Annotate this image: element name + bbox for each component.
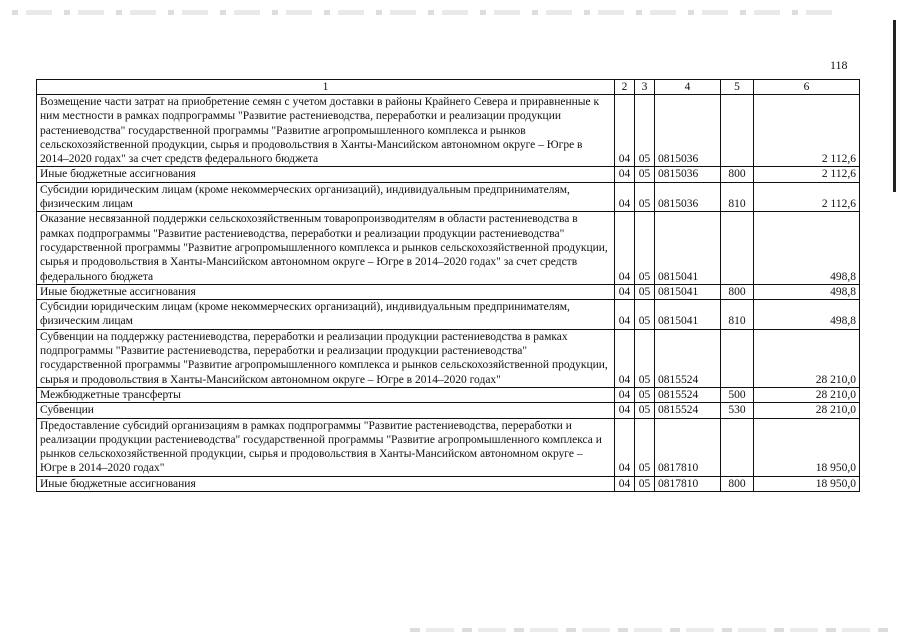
row-target-article: 0815036 bbox=[655, 182, 721, 212]
table-row bbox=[37, 418, 860, 476]
header-col-2: 2 bbox=[615, 80, 635, 95]
row-target-article: 0815036 bbox=[655, 95, 721, 167]
row-subsection-code: 05 bbox=[635, 182, 655, 212]
row-expense-type: 500 bbox=[721, 387, 754, 402]
table-header-row bbox=[37, 80, 860, 95]
row-subsection-code: 05 bbox=[635, 95, 655, 167]
row-description: Возмещение части затрат на приобретение семян с учетом доставки в районы Крайнего Севера и приравненные к ним местности в рамках подпрограммы "Развитие растениеводства, переработки и реализации продукции растениеводства" государственной программы "Развитие агропромышленного комплекса и рынков сельскохозяйственной продукции, сырья и продовольствия в Ханты-Мансийском автономном округе – Югре в 2014–2020 годах" за счет средств федерального бюджета bbox=[37, 95, 615, 167]
row-expense-type: 800 bbox=[721, 284, 754, 299]
row-description: Иные бюджетные ассигнования bbox=[37, 167, 615, 182]
row-description: Субвенции bbox=[37, 403, 615, 418]
row-target-article: 0815041 bbox=[655, 284, 721, 299]
row-subsection-code: 05 bbox=[635, 329, 655, 387]
row-amount: 498,8 bbox=[754, 300, 860, 330]
budget-table bbox=[36, 79, 860, 492]
row-expense-type: 800 bbox=[721, 167, 754, 182]
row-amount: 2 112,6 bbox=[754, 95, 860, 167]
row-target-article: 0815041 bbox=[655, 212, 721, 284]
row-expense-type: 530 bbox=[721, 403, 754, 418]
row-amount: 18 950,0 bbox=[754, 418, 860, 476]
row-target-article: 0815036 bbox=[655, 167, 721, 182]
row-expense-type: 800 bbox=[721, 476, 754, 491]
table-row bbox=[37, 476, 860, 491]
row-target-article: 0815524 bbox=[655, 403, 721, 418]
row-target-article: 0815524 bbox=[655, 329, 721, 387]
row-section-code: 04 bbox=[615, 387, 635, 402]
table-row bbox=[37, 329, 860, 387]
row-description: Субсидии юридическим лицам (кроме некоммерческих организаций), индивидуальным предпринимателям, физическим лицам bbox=[37, 300, 615, 330]
row-expense-type: 810 bbox=[721, 300, 754, 330]
budget-table-body bbox=[37, 80, 860, 492]
row-amount: 28 210,0 bbox=[754, 329, 860, 387]
row-subsection-code: 05 bbox=[635, 476, 655, 491]
header-col-4: 4 bbox=[655, 80, 721, 95]
scan-artifact-top bbox=[12, 10, 832, 15]
row-amount: 18 950,0 bbox=[754, 476, 860, 491]
row-section-code: 04 bbox=[615, 284, 635, 299]
row-amount: 28 210,0 bbox=[754, 403, 860, 418]
table-row bbox=[37, 403, 860, 418]
row-amount: 28 210,0 bbox=[754, 387, 860, 402]
row-section-code: 04 bbox=[615, 212, 635, 284]
row-description: Субвенции на поддержку растениеводства, переработки и реализации продукции растениеводства в рамках подпрограммы "Развитие растениеводства, переработки и реализации продукции растениеводства" государственной программы "Развитие агропромышленного комплекса и рынков сельскохозяйственной продукции, сырья и продовольствия в Ханты-Мансийском автономном округе – Югре в 2014–2020 годах" bbox=[37, 329, 615, 387]
row-subsection-code: 05 bbox=[635, 403, 655, 418]
scan-artifact-right-edge bbox=[893, 20, 896, 192]
scan-artifact-bottom bbox=[410, 628, 890, 632]
table-row bbox=[37, 182, 860, 212]
row-expense-type bbox=[721, 418, 754, 476]
table-row bbox=[37, 212, 860, 284]
row-target-article: 0815041 bbox=[655, 300, 721, 330]
row-section-code: 04 bbox=[615, 418, 635, 476]
row-subsection-code: 05 bbox=[635, 212, 655, 284]
table-row bbox=[37, 95, 860, 167]
row-expense-type: 810 bbox=[721, 182, 754, 212]
row-target-article: 0815524 bbox=[655, 387, 721, 402]
row-expense-type bbox=[721, 329, 754, 387]
table-row bbox=[37, 284, 860, 299]
header-col-5: 5 bbox=[721, 80, 754, 95]
row-amount: 2 112,6 bbox=[754, 167, 860, 182]
header-col-3: 3 bbox=[635, 80, 655, 95]
row-description: Предоставление субсидий организациям в рамках подпрограммы "Развитие растениеводства, переработки и реализации продукции растениеводства" государственной программы "Развитие агропромышленного комплекса и рынков сельскохозяйственной продукции, сырья и продовольствия в Ханты-Мансийском автономном округе – Югре в 2014–2020 годах" bbox=[37, 418, 615, 476]
row-section-code: 04 bbox=[615, 182, 635, 212]
row-target-article: 0817810 bbox=[655, 476, 721, 491]
row-subsection-code: 05 bbox=[635, 418, 655, 476]
row-expense-type bbox=[721, 95, 754, 167]
row-section-code: 04 bbox=[615, 95, 635, 167]
row-section-code: 04 bbox=[615, 476, 635, 491]
row-section-code: 04 bbox=[615, 403, 635, 418]
row-description: Иные бюджетные ассигнования bbox=[37, 284, 615, 299]
row-description: Оказание несвязанной поддержки сельскохозяйственным товаропроизводителям в области растениеводства в рамках подпрограммы "Развитие растениеводства, переработки и реализации продукции растениеводства" государственной программы "Развитие агропромышленного комплекса и рынков сельскохозяйственной продукции, сырья и продовольствия в Ханты-Мансийском автономном округе – Югре в 2014–2020 годах" за счет средств федерального бюджета bbox=[37, 212, 615, 284]
header-col-6: 6 bbox=[754, 80, 860, 95]
row-section-code: 04 bbox=[615, 329, 635, 387]
table-row bbox=[37, 167, 860, 182]
row-amount: 498,8 bbox=[754, 212, 860, 284]
row-description: Субсидии юридическим лицам (кроме некоммерческих организаций), индивидуальным предпринимателям, физическим лицам bbox=[37, 182, 615, 212]
row-amount: 498,8 bbox=[754, 284, 860, 299]
row-description: Межбюджетные трансферты bbox=[37, 387, 615, 402]
table-row bbox=[37, 300, 860, 330]
row-subsection-code: 05 bbox=[635, 300, 655, 330]
page-number: 118 bbox=[830, 58, 848, 72]
table-row bbox=[37, 387, 860, 402]
row-section-code: 04 bbox=[615, 167, 635, 182]
row-amount: 2 112,6 bbox=[754, 182, 860, 212]
row-description: Иные бюджетные ассигнования bbox=[37, 476, 615, 491]
row-subsection-code: 05 bbox=[635, 284, 655, 299]
row-expense-type bbox=[721, 212, 754, 284]
row-target-article: 0817810 bbox=[655, 418, 721, 476]
header-col-1: 1 bbox=[37, 80, 615, 95]
row-subsection-code: 05 bbox=[635, 167, 655, 182]
row-subsection-code: 05 bbox=[635, 387, 655, 402]
row-section-code: 04 bbox=[615, 300, 635, 330]
